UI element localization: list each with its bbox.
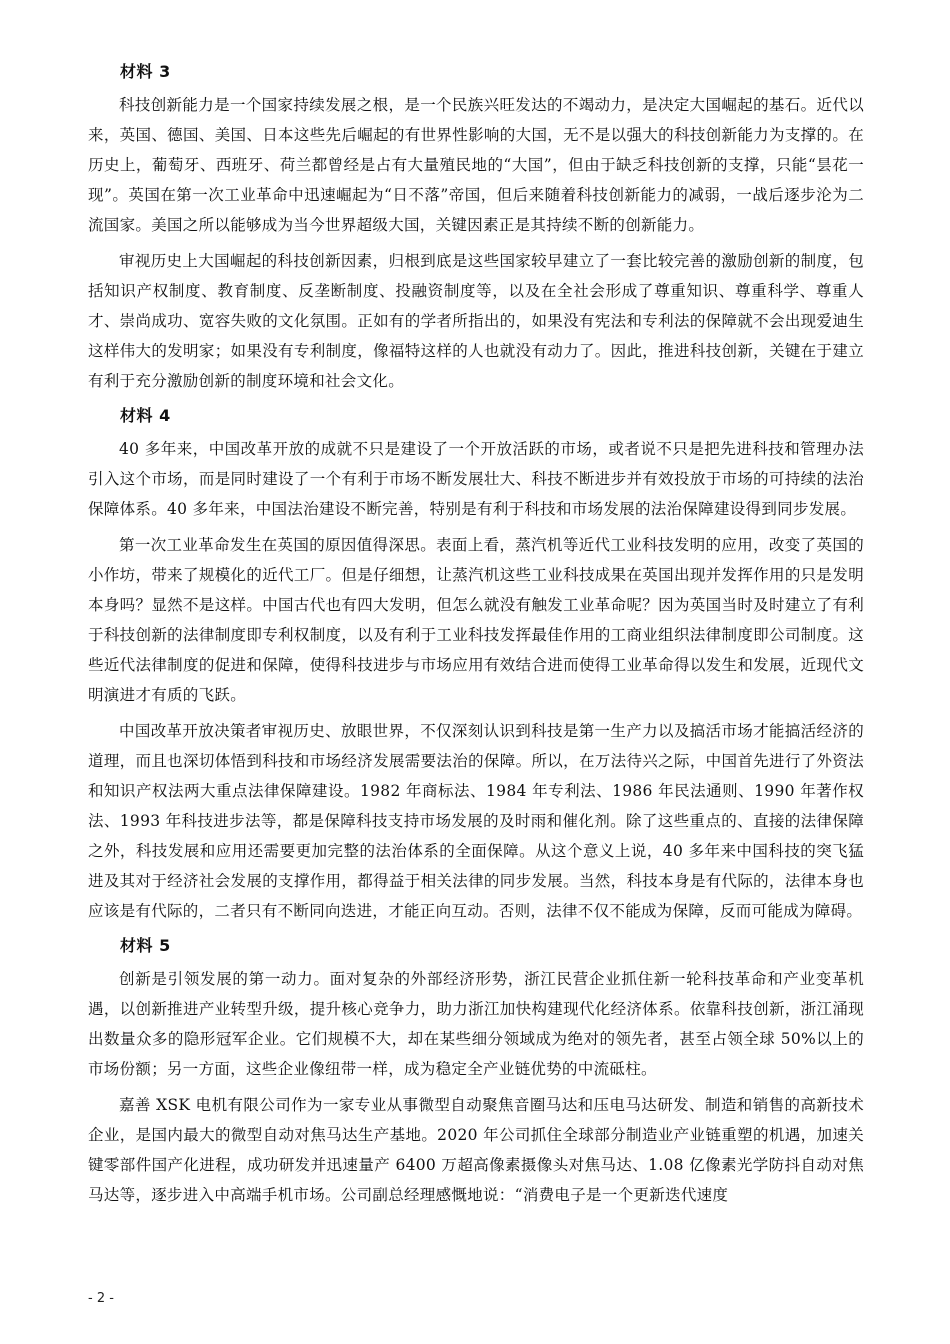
document-body (88, 58, 864, 1216)
section-material-5 (88, 932, 864, 1210)
paragraph: 创新是引领发展的第一动力。面对复杂的外部经济形势，浙江民营企业抓住新一轮科技革命和产业变革机遇，以创新推进产业转型升级，提升核心竞争力，助力浙江加快构建现代化经济体系。依靠科技创新，浙江涌现出数量众多的隐形冠军企业。它们规模不大，却在某些细分领域成为绝对的领先者，甚至占领全球 50%以上的市场份额；另一方面，这些企业像纽带一样，成为稳定全产业链优势的中流砥柱。 (88, 970, 864, 1078)
page-number: - 2 - (88, 1291, 114, 1306)
section-material-4 (88, 402, 864, 926)
paragraph: 40 多年来，中国改革开放的成就不只是建设了一个开放活跃的市场，或者说不只是把先进科技和管理办法引入这个市场，而是同时建设了一个有利于市场不断发展壮大、科技不断进步并有效投放于市场的可持续的法治保障体系。40 多年来，中国法治建设不断完善，特别是有利于科技和市场发展的法治保障建设得到同步发展。 (88, 440, 864, 518)
section-heading: 材料 5 (120, 936, 171, 955)
section-heading: 材料 4 (120, 406, 171, 425)
section-heading: 材料 3 (120, 62, 171, 81)
section-material-3 (88, 58, 864, 396)
paragraph: 嘉善 XSK 电机有限公司作为一家专业从事微型自动聚焦音圈马达和压电马达研发、制造和销售的高新技术企业，是国内最大的微型自动对焦马达生产基地。2020 年公司抓住全球部分制造业产业链重塑的机遇，加速关键零部件国产化进程，成功研发并迅速量产 6400 万超高像素摄像头对焦马达、1.08 亿像素光学防抖自动对焦马达等，逐步进入中高端手机市场。公司副总经理感慨地说：“消费电子是一个更新迭代速度 (88, 1096, 864, 1204)
paragraph: 第一次工业革命发生在英国的原因值得深思。表面上看，蒸汽机等近代工业科技发明的应用，改变了英国的小作坊，带来了规模化的近代工厂。但是仔细想，让蒸汽机这些工业科技成果在英国出现并发挥作用的只是发明本身吗？显然不是这样。中国古代也有四大发明，但怎么就没有触发工业革命呢？因为英国当时及时建立了有利于科技创新的法律制度即专利权制度，以及有利于工业科技发挥最佳作用的工商业组织法律制度即公司制度。这些近代法律制度的促进和保障，使得科技进步与市场应用有效结合进而使得工业革命得以发生和发展，近现代文明演进才有质的飞跃。 (88, 536, 864, 704)
paragraph: 科技创新能力是一个国家持续发展之根，是一个民族兴旺发达的不竭动力，是决定大国崛起的基石。近代以来，英国、德国、美国、日本这些先后崛起的有世界性影响的大国，无不是以强大的科技创新能力为支撑的。在历史上，葡萄牙、西班牙、荷兰都曾经是占有大量殖民地的“大国”，但由于缺乏科技创新的支撑，只能“昙花一现”。英国在第一次工业革命中迅速崛起为“日不落”帝国，但后来随着科技创新能力的减弱，一战后逐步沦为二流国家。美国之所以能够成为当今世界超级大国，关键因素正是其持续不断的创新能力。 (88, 96, 864, 234)
paragraph: 中国改革开放决策者审视历史、放眼世界，不仅深刻认识到科技是第一生产力以及搞活市场才能搞活经济的道理，而且也深切体悟到科技和市场经济发展需要法治的保障。所以，在万法待兴之际，中国首先进行了外资法和知识产权法两大重点法律保障建设。1982 年商标法、1984 年专利法、1986 年民法通则、1990 年著作权法、1993 年科技进步法等，都是保障科技支持市场发展的及时雨和催化剂。除了这些重点的、直接的法律保障之外，科技发展和应用还需要更加完整的法治体系的全面保障。从这个意义上说，40 多年来中国科技的突飞猛进及其对于经济社会发展的支撑作用，都得益于相关法律的同步发展。当然，科技本身是有代际的，法律本身也应该是有代际的，二者只有不断同向迭进，才能正向互动。否则，法律不仅不能成为保障，反而可能成为障碍。 (88, 722, 864, 920)
paragraph: 审视历史上大国崛起的科技创新因素，归根到底是这些国家较早建立了一套比较完善的激励创新的制度，包括知识产权制度、教育制度、反垄断制度、投融资制度等，以及在全社会形成了尊重知识、尊重科学、尊重人才、崇尚成功、宽容失败的文化氛围。正如有的学者所指出的，如果没有宪法和专利法的保障就不会出现爱迪生这样伟大的发明家；如果没有专利制度，像福特这样的人也就没有动力了。因此，推进科技创新，关键在于建立有利于充分激励创新的制度环境和社会文化。 (88, 252, 864, 390)
